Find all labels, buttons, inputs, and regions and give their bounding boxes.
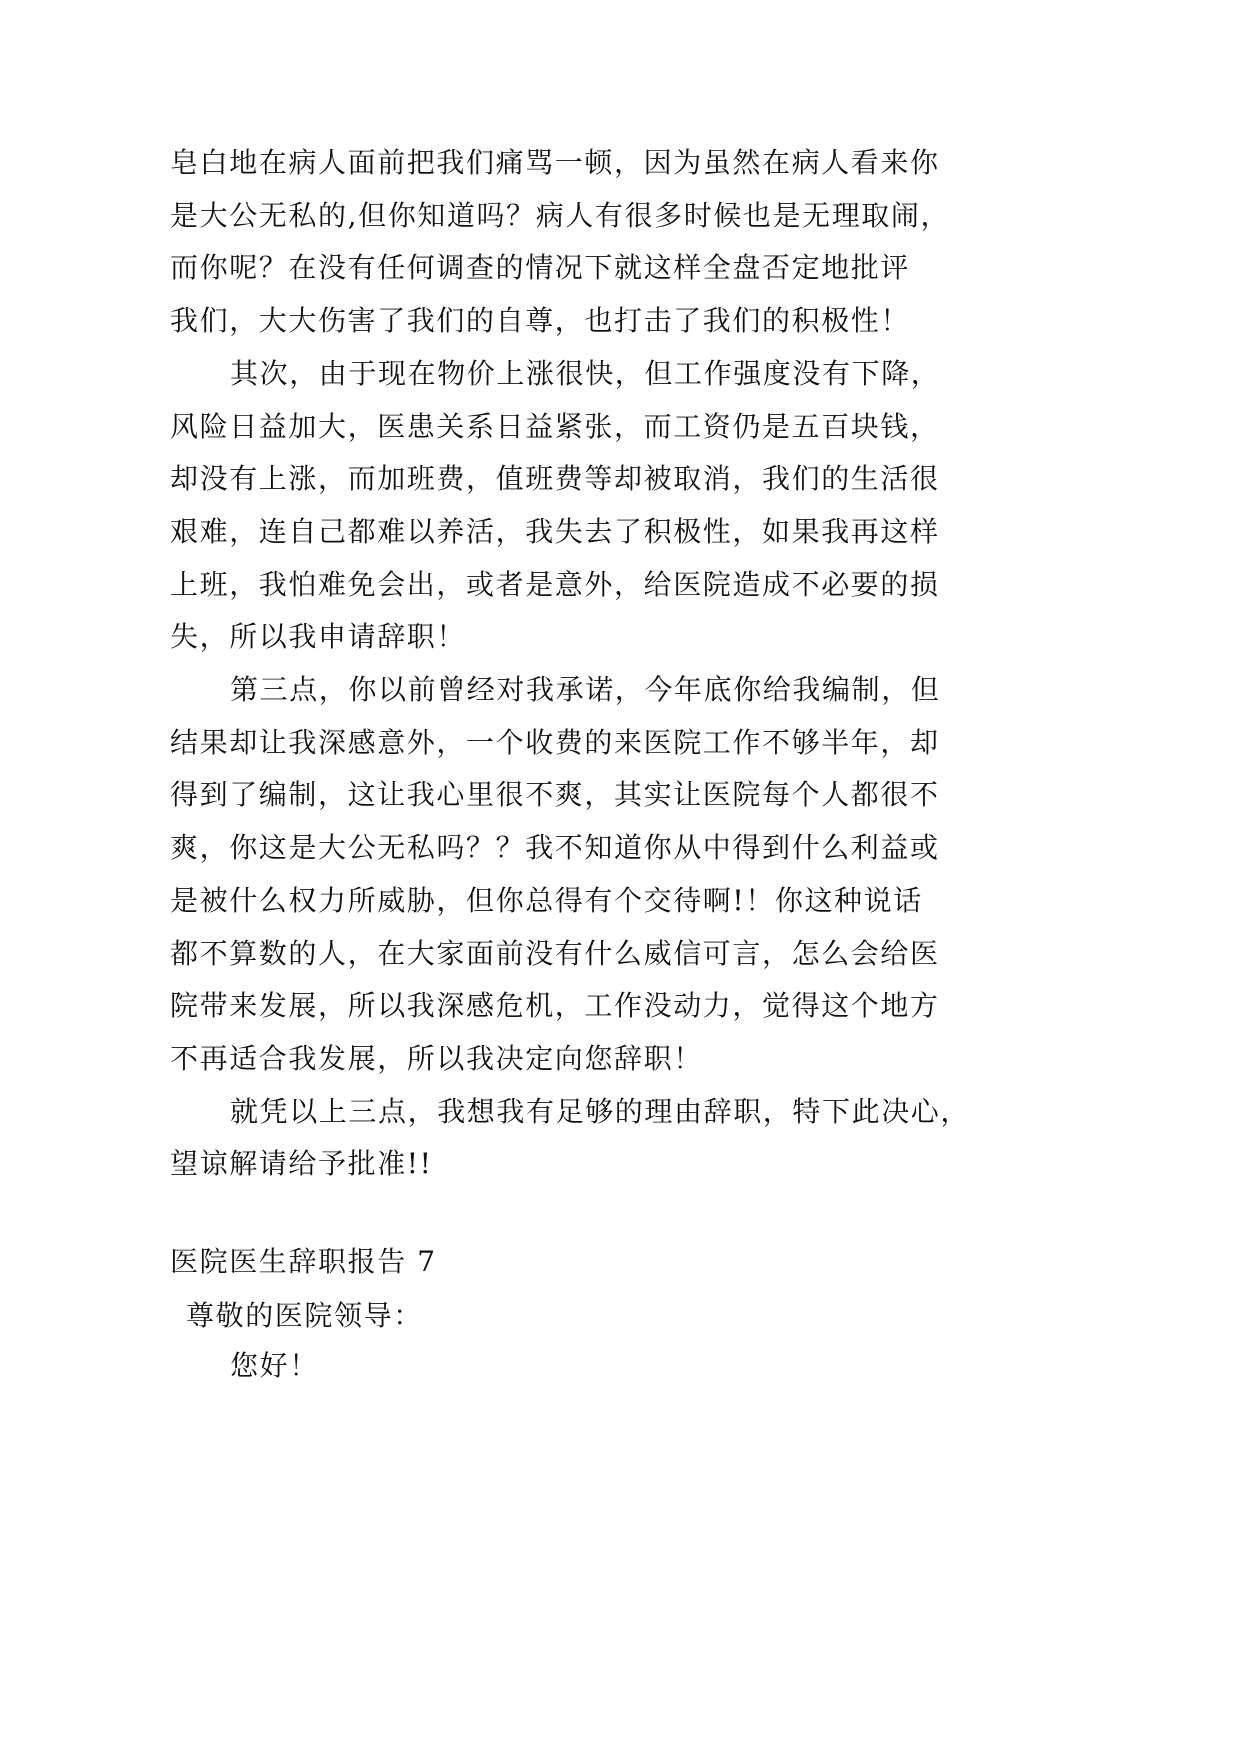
text-line: 院带来发展，所以我深感危机，工作没动力，觉得这个地方 [170, 989, 940, 1022]
text-line: 得到了编制，这让我心里很不爽，其实让医院每个人都很不 [170, 778, 940, 811]
text-line: 结果却让我深感意外，一个收费的来医院工作不够半年，却 [170, 726, 940, 759]
text-line: 是被什么权力所威胁，但你总得有个交待啊!！你这种说话 [170, 884, 923, 917]
text-line: 失，所以我申请辞职！ [170, 620, 467, 653]
text-line: 风险日益加大，医患关系日益紧张，而工资仍是五百块钱， [170, 410, 940, 443]
section-title: 医院医生辞职报告 7 [170, 1245, 437, 1278]
text-line: 上班，我怕难免会出，或者是意外，给医院造成不必要的损 [170, 568, 940, 601]
text-line: 就凭以上三点，我想我有足够的理由辞职，特下此决心， [230, 1095, 971, 1128]
text-line: 都不算数的人，在大家面前没有什么威信可言，怎么会给医 [170, 937, 940, 970]
text-line: 其次，由于现在物价上涨很快，但工作强度没有下降， [230, 357, 941, 390]
text-line: 我们，大大伤害了我们的自尊，也打击了我们的积极性！ [170, 304, 911, 337]
text-line: 皂白地在病人面前把我们痛骂一顿，因为虽然在病人看来你 [170, 146, 940, 179]
greeting: 您好！ [230, 1349, 319, 1382]
text-line: 是大公无私的,但你知道吗？病人有很多时候也是无理取闹， [170, 199, 951, 232]
text-line: 而你呢？在没有任何调查的情况下就这样全盘否定地批评 [170, 251, 911, 284]
text-line: 却没有上涨，而加班费，值班费等却被取消，我们的生活很 [170, 462, 940, 495]
text-line: 第三点，你以前曾经对我承诺，今年底你给我编制，但 [230, 673, 941, 706]
text-line: 艰难，连自己都难以养活，我失去了积极性，如果我再这样 [170, 515, 940, 548]
text-line: 望谅解请给予批准!! [170, 1147, 433, 1180]
text-line: 爽，你这是大公无私吗？？我不知道你从中得到什么利益或 [170, 831, 940, 864]
salutation: 尊敬的医院领导： [186, 1299, 423, 1332]
text-line: 不再适合我发展，所以我决定向您辞职！ [170, 1042, 703, 1075]
